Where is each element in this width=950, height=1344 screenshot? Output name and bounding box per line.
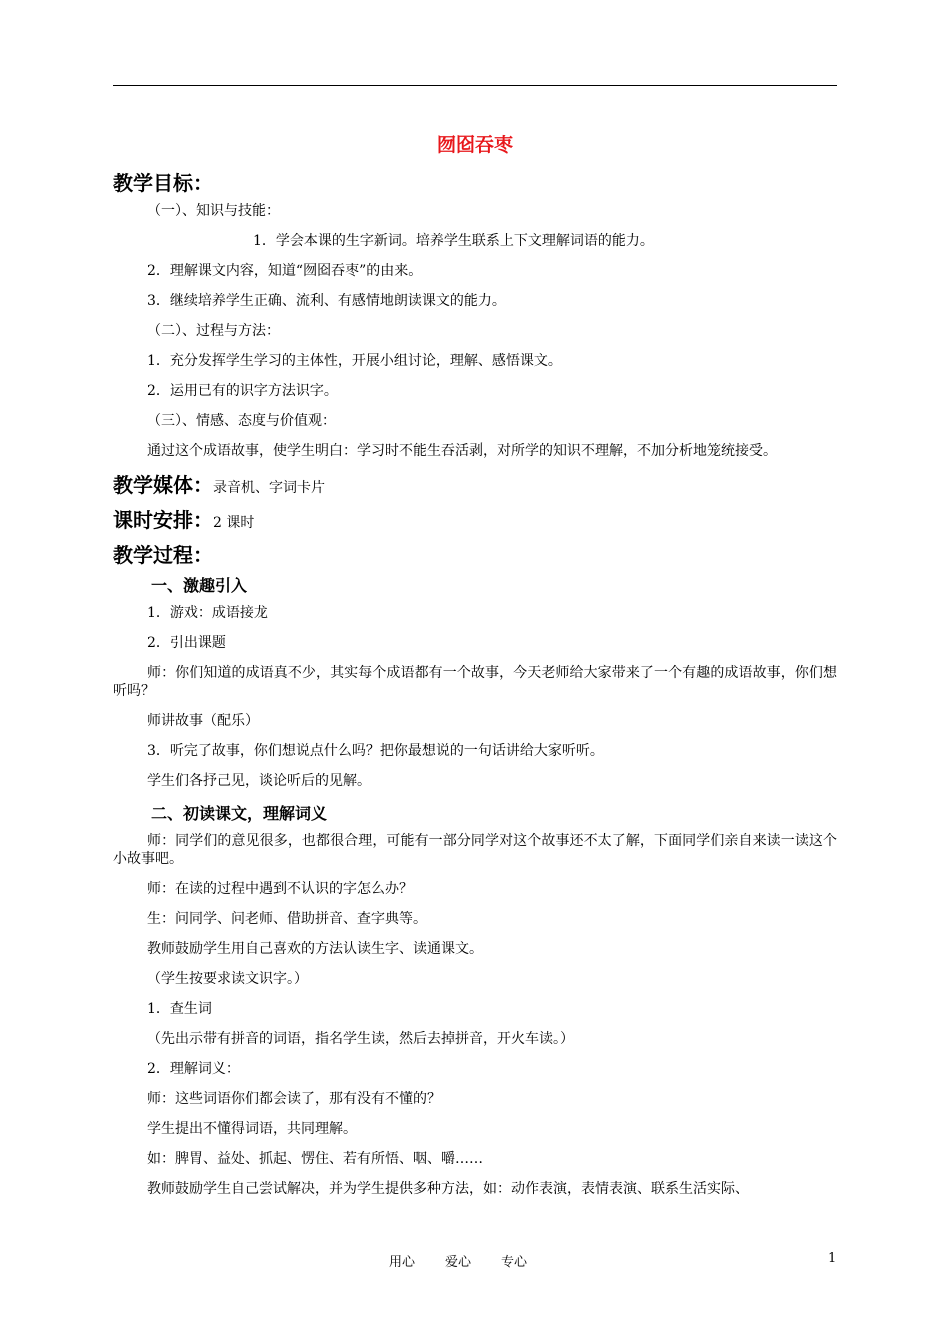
schedule-value: 2 课时	[213, 515, 255, 531]
paragraph: 1．游戏：成语接龙	[147, 605, 268, 621]
emotion-heading: （三）、情感、态度与价值观：	[147, 413, 336, 429]
paragraph: 2．引出课题	[147, 635, 226, 651]
paragraph: 1．查生词	[147, 1001, 212, 1017]
knowledge-item-3: 3．继续培养学生正确、流利、有感情地朗读课文的能力。	[147, 293, 506, 309]
process-method-heading: （二）、过程与方法：	[147, 323, 280, 339]
footer-word: 用心	[389, 1255, 416, 1270]
media-heading: 教学媒体：	[113, 473, 213, 497]
paragraph: 学生们各抒己见，谈论听后的见解。	[147, 773, 371, 789]
schedule-heading: 课时安排：	[113, 508, 213, 532]
paragraph: 师：在读的过程中遇到不认识的字怎么办？	[147, 881, 413, 897]
process-heading: 教学过程：	[113, 543, 213, 567]
paragraph: 2．理解词义：	[147, 1061, 240, 1077]
document-title: 囫囵吞枣	[436, 134, 513, 156]
paragraph: 如：脾胃、益处、抓起、愣住、若有所悟、咽、嚼……	[147, 1151, 483, 1167]
header-rule	[113, 85, 837, 86]
paragraph: 3．听完了故事，你们想说点什么吗？把你最想说的一句话讲给大家听听。	[147, 743, 604, 759]
paragraph: 学生提出不懂得词语，共同理解。	[147, 1121, 357, 1137]
media-value: 录音机、字词卡片	[213, 480, 325, 496]
page-number: 1	[828, 1251, 837, 1266]
knowledge-heading: （一）、知识与技能：	[147, 203, 280, 219]
footer-word: 专心	[501, 1255, 528, 1270]
paragraph: 教师鼓励学生自己尝试解决，并为学生提供多种方法，如：动作表演，表情表演、联系生活实际、	[147, 1181, 749, 1197]
paragraph: 师：你们知道的成语真不少，其实每个成语都有一个故事，今天老师给大家带来了一个有趣的成语故事，你们想听吗？	[113, 665, 837, 699]
paragraph: 师：同学们的意见很多，也都很合理，可能有一部分同学对这个故事还不太了解，下面同学们亲自来读一读这个小故事吧。	[113, 833, 837, 867]
paragraph: 师：这些词语你们都会读了，那有没有不懂的？	[147, 1091, 441, 1107]
process-method-item-1: 1．充分发挥学生学习的主体性，开展小组讨论，理解、感悟课文。	[147, 353, 562, 369]
knowledge-item-1: 1．学会本课的生字新词。培养学生联系上下文理解词语的能力。	[253, 233, 654, 249]
media-line	[113, 472, 837, 501]
paragraph: （学生按要求读文识字。）	[147, 971, 308, 987]
paragraph: 生：问同学、问老师、借助拼音、查字典等。	[147, 911, 427, 927]
process-method-item-2: 2．运用已有的识字方法识字。	[147, 383, 338, 399]
emotion-item-1: 通过这个成语故事，使学生明白：学习时不能生吞活剥，对所学的知识不理解，不加分析地笼统接受。	[147, 443, 777, 459]
section-1-heading: 一、激趣引入	[151, 576, 248, 595]
section-2-heading: 二、初读课文，理解词义	[151, 804, 328, 823]
paragraph: 师讲故事（配乐）	[147, 713, 259, 729]
paragraph: （先出示带有拼音的词语，指名学生读，然后去掉拼音，开火车读。）	[147, 1031, 574, 1047]
paragraph: 教师鼓励学生用自己喜欢的方法认读生字、读通课文。	[147, 941, 483, 957]
document-body	[113, 128, 837, 1210]
footer-motto	[389, 1251, 557, 1270]
knowledge-item-2: 2．理解课文内容，知道“囫囵吞枣”的由来。	[147, 263, 423, 279]
goals-heading: 教学目标：	[113, 171, 213, 195]
schedule-line	[113, 507, 837, 536]
footer-word: 爱心	[445, 1255, 472, 1270]
